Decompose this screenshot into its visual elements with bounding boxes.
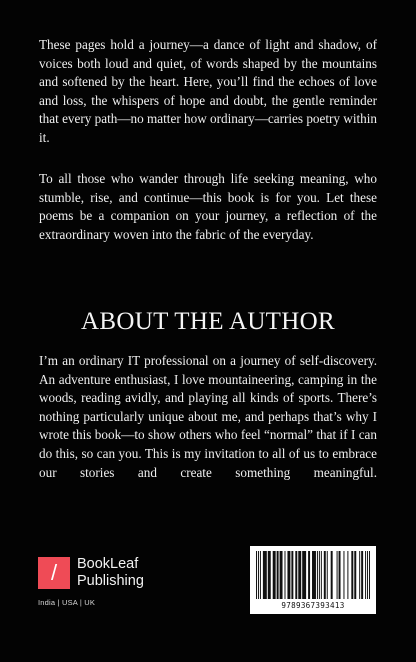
- barcode-bar: [280, 551, 283, 599]
- publisher-name-line1: BookLeaf: [77, 556, 139, 572]
- barcode-bar: [321, 551, 322, 599]
- barcode-bar: [268, 551, 271, 599]
- blurb-paragraph-1: These pages hold a journey—a dance of light and shadow, of voices both loud and quiet, of words shaped by the mountains and softened by the heart. Here, you’ll find the echoes of love and loss, the whispers of hope and doubt, the gentle reminder that every path—no matter how ordinary—carries poetry within it.: [39, 37, 378, 145]
- barcode-bar: [354, 551, 356, 599]
- publisher-name-line2: Publishing: [77, 573, 144, 589]
- barcode-bar: [308, 551, 310, 599]
- barcode-bar: [331, 551, 333, 599]
- barcode-bar: [369, 551, 370, 599]
- barcode-bar: [256, 551, 257, 599]
- publisher-regions: India | USA | UK: [38, 598, 96, 607]
- barcode-bar: [347, 551, 348, 599]
- barcode-bar: [359, 551, 360, 599]
- barcode-bar: [351, 551, 353, 599]
- barcode-bar: [277, 551, 279, 599]
- barcode-bar: [327, 551, 328, 599]
- publisher-logo-icon: /: [38, 557, 70, 589]
- barcode-bar: [343, 551, 344, 599]
- barcode-bar: [260, 551, 261, 599]
- blurb-paragraph-2: To all those who wander through life seeking meaning, who stumble, rise, and continue—this book is for you. Let these poems be a companion on your journey, a reflection of the extraordinary woven into the fabric of the everyday.: [39, 171, 377, 242]
- isbn-number: 9789367393413: [281, 601, 345, 610]
- barcode-bar: [258, 551, 259, 599]
- barcode-bar: [317, 551, 318, 599]
- barcode-bar: [337, 551, 338, 599]
- barcode-bar: [361, 551, 363, 599]
- barcode-bar: [273, 551, 276, 599]
- barcode-bar: [302, 551, 306, 599]
- barcode-bar: [298, 551, 301, 599]
- barcode-bar: [291, 551, 293, 599]
- barcode-bar: [285, 551, 286, 599]
- barcode-bar: [324, 551, 326, 599]
- publisher-block: [38, 555, 188, 611]
- barcode-bar: [295, 551, 297, 599]
- barcode-bar: [312, 551, 316, 599]
- about-author-heading: ABOUT THE AUTHOR: [81, 308, 335, 335]
- barcode-bars-icon: [256, 551, 370, 599]
- barcode-bar: [365, 551, 366, 599]
- barcode-bar: [367, 551, 368, 599]
- barcode-bar: [339, 551, 341, 599]
- author-bio: I’m an ordinary IT professional on a journey of self-discovery. An adventure enthusiast, I love mountaineering, camping in the woods, reading avidly, and playing all kinds of sports. There’s nothing particularly unique about me, and perhaps that’s why I wrote this book—to show others who feel “normal” that if I can do this, so can you. This is my invitation to all of us to embrace our stories and create something meaningful.: [39, 353, 377, 480]
- barcode-bar: [263, 551, 267, 599]
- isbn-barcode: [250, 546, 376, 614]
- barcode-bar: [319, 551, 320, 599]
- barcode-bar: [287, 551, 290, 599]
